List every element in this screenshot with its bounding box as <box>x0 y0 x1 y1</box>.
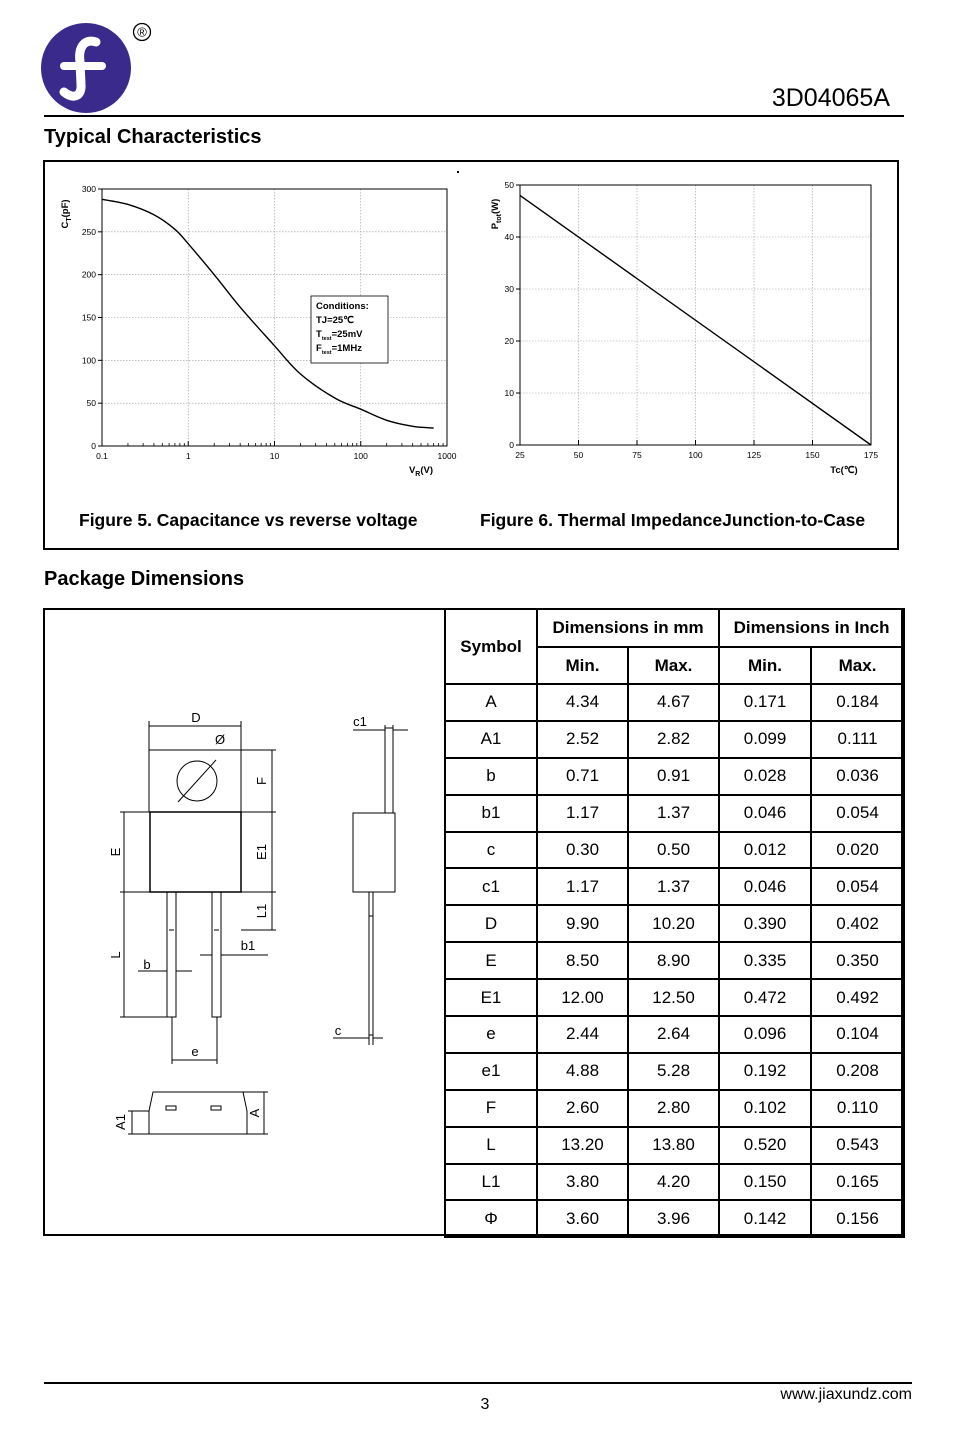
mm-max-cell: 2.80 <box>628 1090 719 1127</box>
dim-label-F: F <box>254 777 269 785</box>
y-tick-label: 50 <box>504 180 514 190</box>
inch-min-cell: 0.520 <box>719 1127 811 1164</box>
mm-max-cell: 8.90 <box>628 942 719 979</box>
inch-max-cell: 0.402 <box>811 905 904 942</box>
mm-min-cell: 3.80 <box>537 1164 628 1201</box>
dim-label-c: c <box>334 1023 342 1038</box>
side-tab <box>385 728 393 813</box>
inch-max-cell: 0.165 <box>811 1164 904 1201</box>
table-row <box>445 1127 904 1164</box>
dim-label-D: D <box>191 710 201 725</box>
package-outline-drawing <box>60 690 430 1170</box>
dim-label-E: E <box>108 847 123 857</box>
mm-min-cell: 9.90 <box>537 905 628 942</box>
typical-characteristics-title: Typical Characteristics <box>44 126 262 148</box>
y-tick-label: 50 <box>86 398 96 409</box>
x-axis-label: Tc(℃) <box>830 465 858 476</box>
symbol-cell: b <box>445 758 537 795</box>
symbol-header: Symbol <box>445 609 537 684</box>
bottom-view-outline <box>149 1092 247 1134</box>
y-tick-label: 20 <box>504 336 514 346</box>
inch-min-cell: 0.335 <box>719 942 811 979</box>
symbol-cell: A <box>445 684 537 721</box>
symbol-cell: D <box>445 905 537 942</box>
inch-header: Dimensions in Inch <box>719 609 904 647</box>
inch-max-cell: 0.208 <box>811 1053 904 1090</box>
table-row <box>445 868 904 905</box>
inch-max-cell: 0.543 <box>811 1127 904 1164</box>
mm-min-cell: 8.50 <box>537 942 628 979</box>
mm-min-cell: 0.30 <box>537 832 628 869</box>
inch-max-cell: 0.104 <box>811 1016 904 1053</box>
inch-max-cell: 0.492 <box>811 979 904 1016</box>
inch-max-cell: 0.350 <box>811 942 904 979</box>
dim-label-A1: A1 <box>113 1114 128 1130</box>
dim-label-L1: L1 <box>254 903 269 919</box>
mm-min-cell: 2.52 <box>537 721 628 758</box>
y-tick-label: 150 <box>81 312 96 323</box>
table-row <box>445 979 904 1016</box>
mm-min-cell: 2.60 <box>537 1090 628 1127</box>
table-row <box>445 905 904 942</box>
inch-min-cell: 0.046 <box>719 795 811 832</box>
y-axis-label: $P_{tot}(W)$ <box>490 198 503 230</box>
x-tick-label: 150 <box>805 450 820 460</box>
y-tick-label: 30 <box>504 284 514 294</box>
x-tick-label: 1000 <box>437 451 457 461</box>
figure-5-caption: Figure 5. Capacitance vs reverse voltage <box>79 510 418 530</box>
mm-min-cell: 13.20 <box>537 1127 628 1164</box>
tab-outline <box>149 750 241 812</box>
inch-min-cell: 0.192 <box>719 1053 811 1090</box>
condition-test-frequency: $F_{test}=1MHz$ <box>316 343 362 356</box>
table-header-row <box>445 609 904 647</box>
mm-header: Dimensions in mm <box>537 609 719 647</box>
figure-6-caption: Figure 6. Thermal ImpedanceJunction-to-Case <box>480 510 866 530</box>
mm-max-cell: 1.37 <box>628 795 719 832</box>
x-tick-label: 50 <box>573 450 584 460</box>
mm-max-cell: 13.80 <box>628 1127 719 1164</box>
footer-divider <box>44 1382 912 1384</box>
power-derating-chart <box>476 172 896 482</box>
symbol-cell: e <box>445 1016 537 1053</box>
mm-min-cell: 3.60 <box>537 1200 628 1237</box>
x-tick-label: 1 <box>185 451 191 461</box>
company-logo <box>40 20 155 115</box>
symbol-cell: Φ <box>445 1200 537 1237</box>
table-row <box>445 795 904 832</box>
capacitance-chart <box>58 172 458 482</box>
table-row <box>445 758 904 795</box>
condition-title: Conditions: <box>316 301 369 312</box>
symbol-cell: c1 <box>445 868 537 905</box>
dim-label-b: b <box>143 957 151 972</box>
side-body <box>353 813 395 892</box>
mm-max-cell: 4.20 <box>628 1164 719 1201</box>
mm-max-header: Max. <box>628 647 719 684</box>
inch-max-cell: 0.020 <box>811 832 904 869</box>
mm-min-cell: 1.17 <box>537 868 628 905</box>
mm-max-cell: 0.50 <box>628 832 719 869</box>
mm-max-cell: 2.64 <box>628 1016 719 1053</box>
mm-min-cell: 4.88 <box>537 1053 628 1090</box>
mm-max-cell: 10.20 <box>628 905 719 942</box>
mm-min-cell: 2.44 <box>537 1016 628 1053</box>
package-dimensions-title: Package Dimensions <box>44 568 245 590</box>
y-tick-label: 250 <box>81 226 96 237</box>
dimensions-table <box>444 608 905 1238</box>
inch-min-cell: 0.012 <box>719 832 811 869</box>
mm-min-header: Min. <box>537 647 628 684</box>
inch-max-cell: 0.054 <box>811 868 904 905</box>
registered-mark: ® <box>137 24 147 40</box>
mm-max-cell: 12.50 <box>628 979 719 1016</box>
conditions-legend <box>311 296 388 363</box>
page-number: 3 <box>480 1396 490 1413</box>
symbol-cell: L1 <box>445 1164 537 1201</box>
symbol-cell: b1 <box>445 795 537 832</box>
inch-min-header: Min. <box>719 647 811 684</box>
x-axis-label: $V_R(V)$ <box>408 465 434 478</box>
inch-min-cell: 0.472 <box>719 979 811 1016</box>
website-url: www.jiaxundz.com <box>780 1386 912 1403</box>
mm-max-cell: 0.91 <box>628 758 719 795</box>
dim-label-b1: b1 <box>240 938 256 953</box>
mm-min-cell: 12.00 <box>537 979 628 1016</box>
table-row <box>445 942 904 979</box>
mm-max-cell: 5.28 <box>628 1053 719 1090</box>
table-row <box>445 832 904 869</box>
symbol-cell: A1 <box>445 721 537 758</box>
x-tick-label: 125 <box>746 450 762 460</box>
x-tick-label: 10 <box>269 451 280 461</box>
inch-min-cell: 0.102 <box>719 1090 811 1127</box>
inch-min-cell: 0.142 <box>719 1200 811 1237</box>
symbol-cell: E <box>445 942 537 979</box>
x-tick-label: 75 <box>632 450 642 460</box>
y-tick-label: 40 <box>504 232 514 242</box>
y-axis-label: $C_T(pF)$ <box>60 199 73 229</box>
inch-min-cell: 0.028 <box>719 758 811 795</box>
x-tick-label: 0.1 <box>96 451 108 461</box>
symbol-cell: c <box>445 832 537 869</box>
table-row <box>445 684 904 721</box>
symbol-cell: e1 <box>445 1053 537 1090</box>
symbol-cell: E1 <box>445 979 537 1016</box>
dim-label-A: A <box>247 1108 262 1118</box>
dim-label-phi: Ø <box>214 732 226 747</box>
y-tick-label: 300 <box>81 184 96 194</box>
mm-max-cell: 3.96 <box>628 1200 719 1237</box>
dim-label-E1: E1 <box>254 844 269 860</box>
table-row <box>445 1053 904 1090</box>
inch-max-cell: 0.036 <box>811 758 904 795</box>
mm-max-cell: 2.82 <box>628 721 719 758</box>
y-tick-label: 0 <box>509 440 514 450</box>
y-tick-label: 0 <box>91 441 96 451</box>
table-row <box>445 721 904 758</box>
x-tick-label: 100 <box>688 450 703 460</box>
inch-max-cell: 0.184 <box>811 684 904 721</box>
header-divider <box>44 115 904 117</box>
part-number: 3D04065A <box>771 84 890 112</box>
table-row <box>445 1164 904 1201</box>
x-tick-label: 100 <box>353 451 368 461</box>
inch-min-cell: 0.171 <box>719 684 811 721</box>
dim-label-e: e <box>191 1044 199 1059</box>
y-tick-label: 10 <box>504 388 514 398</box>
body-outline <box>150 812 241 892</box>
inch-min-cell: 0.096 <box>719 1016 811 1053</box>
table-row <box>445 1016 904 1053</box>
dim-label-c1: c1 <box>353 714 367 729</box>
mm-min-cell: 4.34 <box>537 684 628 721</box>
inch-min-cell: 0.099 <box>719 721 811 758</box>
inch-max-header: Max. <box>811 647 904 684</box>
symbol-cell: L <box>445 1127 537 1164</box>
lead-left <box>167 892 176 1017</box>
inch-max-cell: 0.054 <box>811 795 904 832</box>
table-row <box>445 1200 904 1237</box>
dim-label-L: L <box>108 951 123 959</box>
y-tick-label: 200 <box>81 269 96 280</box>
mm-max-cell: 4.67 <box>628 684 719 721</box>
mm-min-cell: 0.71 <box>537 758 628 795</box>
condition-temperature: TJ=25℃ <box>316 315 354 326</box>
inch-min-cell: 0.150 <box>719 1164 811 1201</box>
x-tick-label: 175 <box>863 450 879 460</box>
mm-min-cell: 1.17 <box>537 795 628 832</box>
inch-max-cell: 0.110 <box>811 1090 904 1127</box>
table-row <box>445 1090 904 1127</box>
inch-min-cell: 0.046 <box>719 868 811 905</box>
inch-max-cell: 0.111 <box>811 721 904 758</box>
x-tick-label: 25 <box>515 450 525 460</box>
y-tick-label: 100 <box>81 355 96 366</box>
condition-test-voltage: $T_{test}=25mV$ <box>316 329 363 342</box>
inch-max-cell: 0.156 <box>811 1200 904 1237</box>
mm-max-cell: 1.37 <box>628 868 719 905</box>
inch-min-cell: 0.390 <box>719 905 811 942</box>
symbol-cell: F <box>445 1090 537 1127</box>
lead-right <box>212 892 221 1017</box>
